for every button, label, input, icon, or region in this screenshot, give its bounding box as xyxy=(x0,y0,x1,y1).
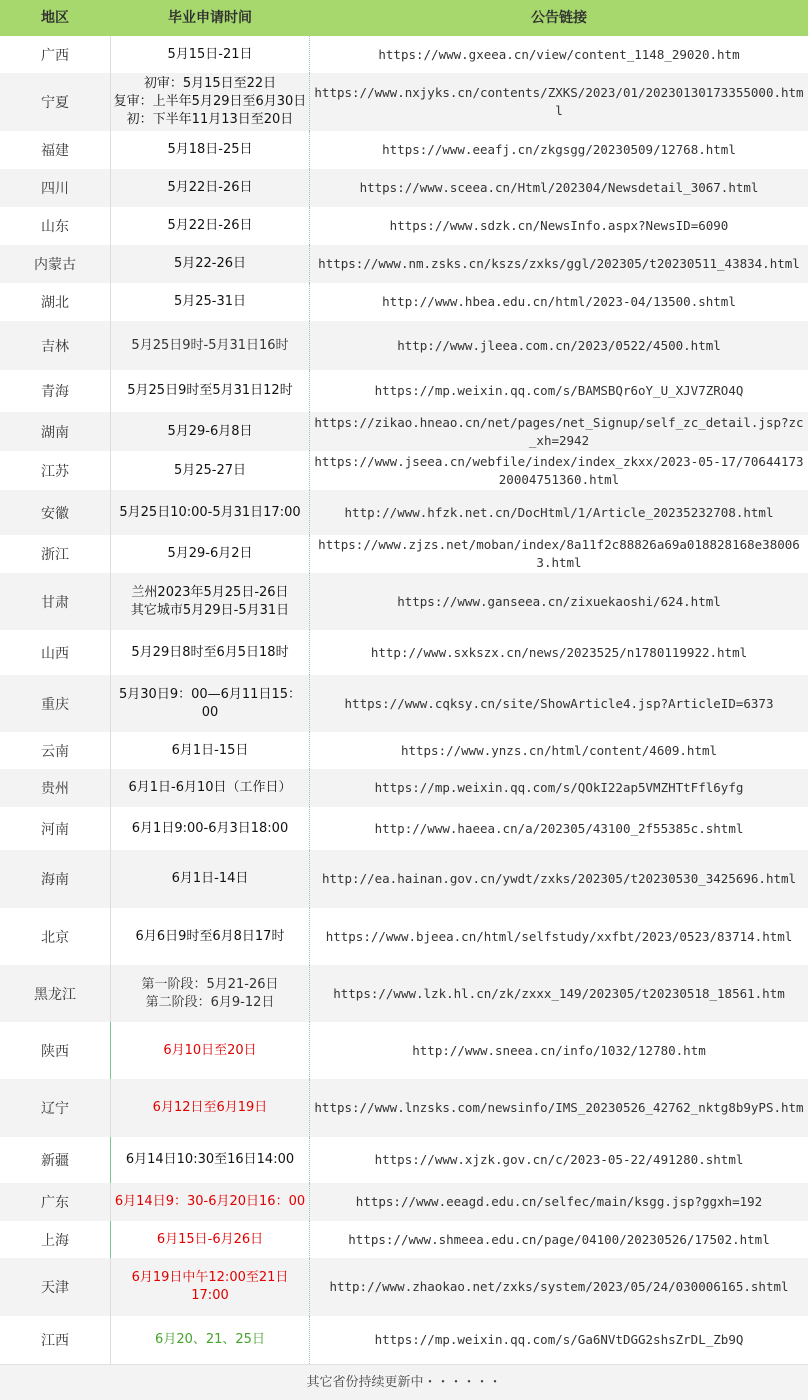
table-row xyxy=(0,283,808,321)
time-line: 6月14日9：30-6月20日16：00 xyxy=(114,1194,306,1209)
application-time-cell xyxy=(110,36,310,73)
time-line: 6月1日-6月10日（工作日） xyxy=(128,780,292,795)
application-time-cell xyxy=(110,1258,310,1316)
time-line: 5月25-31日 xyxy=(173,294,247,309)
application-time-cell xyxy=(110,630,310,675)
region-cell: 宁夏 xyxy=(41,95,69,111)
time-line: 6月10日至20日 xyxy=(163,1042,257,1058)
region-cell: 辽宁 xyxy=(41,1101,69,1117)
announcement-link[interactable]: https://www.xjzk.gov.cn/c/2023-05-22/491280.shtml xyxy=(374,1152,744,1167)
region-cell: 甘肃 xyxy=(41,594,69,611)
announcement-link[interactable]: https://www.sdzk.cn/NewsInfo.aspx?NewsID=6090 xyxy=(389,218,729,233)
announcement-link[interactable]: https://www.gxeea.cn/view/content_1148_29020.htm xyxy=(378,46,740,62)
table-row xyxy=(0,807,808,850)
application-time-cell xyxy=(110,908,310,965)
application-time-cell xyxy=(110,131,310,169)
table-row xyxy=(0,1022,808,1079)
table-row xyxy=(0,207,808,245)
region-cell: 陕西 xyxy=(41,1043,69,1060)
announcement-link[interactable]: https://www.eeagd.edu.cn/selfec/main/ksgg.jsp?ggxh=192 xyxy=(355,1194,763,1209)
announcement-link[interactable]: https://www.eeafj.cn/zkgsgg/20230509/12768.html xyxy=(382,142,736,157)
announcement-link[interactable]: https://www.jseea.cn/webfile/index/index_zkxx/2023-05-17/7064417320004751360.html xyxy=(314,453,804,487)
time-line: 6月14日10:30至16日14:00 xyxy=(125,1152,295,1167)
application-time-cell xyxy=(110,490,310,535)
application-time-cell xyxy=(110,807,310,850)
region-cell: 广东 xyxy=(41,1195,69,1211)
table-row xyxy=(0,245,808,283)
time-line: 5月18日-25日 xyxy=(167,142,253,157)
time-line: 其它城市5月29日-5月31日 xyxy=(130,602,290,618)
announcement-link[interactable]: http://www.hfzk.net.cn/DocHtml/1/Article_20235232708.html xyxy=(344,504,774,520)
time-line: 6月6日9时至6月8日17时 xyxy=(135,928,285,944)
region-cell: 安徽 xyxy=(41,505,69,522)
time-line: 5月30日9：00—6月11日15：00 xyxy=(119,686,301,720)
region-cell: 贵州 xyxy=(41,781,69,797)
application-time-cell xyxy=(110,1079,310,1137)
time-line: 6月15日-6月26日 xyxy=(156,1231,264,1247)
time-line: 5月29-6月8日 xyxy=(167,423,253,439)
application-time-cell xyxy=(110,732,310,769)
region-cell: 福建 xyxy=(41,143,69,159)
table-row xyxy=(0,908,808,965)
time-line: 5月22日-26日 xyxy=(167,180,253,195)
time-line: 5月25日9时至5月31日12时 xyxy=(127,383,293,398)
announcement-link[interactable]: https://www.nm.zsks.cn/kszs/zxks/ggl/202305/t20230511_43834.html xyxy=(318,256,800,271)
application-time-cell xyxy=(110,1022,310,1079)
announcement-link[interactable]: https://www.nxjyks.cn/contents/ZXKS/2023/01/20230130173355000.html xyxy=(314,85,804,118)
time-line: 5月29-6月2日 xyxy=(167,546,253,561)
table-row xyxy=(0,1316,808,1364)
table-row xyxy=(0,370,808,412)
announcement-link[interactable]: https://www.ganseea.cn/zixuekaoshi/624.html xyxy=(397,593,721,609)
table-row xyxy=(0,535,808,573)
table-row xyxy=(0,1221,808,1258)
table-row xyxy=(0,131,808,169)
announcement-link[interactable]: http://www.sneea.cn/info/1032/12780.htm xyxy=(412,1042,706,1058)
region-cell: 重庆 xyxy=(41,696,69,713)
time-line: 6月20、21、25日 xyxy=(155,1332,265,1347)
region-cell: 云南 xyxy=(41,743,69,760)
time-line: 5月15日-21日 xyxy=(167,46,253,62)
announcement-link[interactable]: http://www.hbea.edu.cn/html/2023-04/13500.shtml xyxy=(382,294,736,309)
application-time-cell xyxy=(110,1221,310,1258)
region-cell: 新疆 xyxy=(41,1153,69,1169)
application-time-cell xyxy=(110,850,310,908)
table-row xyxy=(0,732,808,769)
announcement-link[interactable]: http://www.haeea.cn/a/202305/43100_2f55385c.shtml xyxy=(374,820,744,836)
announcement-link[interactable]: https://www.ynzs.cn/html/content/4609.html xyxy=(400,742,718,758)
application-time-cell xyxy=(110,412,310,451)
time-line: 5月25-27日 xyxy=(173,462,247,478)
table-footer-note: 其它省份持续更新中・・・・・・ xyxy=(0,1364,808,1400)
table-row xyxy=(0,1183,808,1221)
announcement-link[interactable]: https://mp.weixin.qq.com/s/QOkI22ap5VMZHTtFfl6yfg xyxy=(374,780,744,795)
table-row xyxy=(0,451,808,490)
table-row xyxy=(0,1079,808,1137)
application-time-cell xyxy=(110,965,310,1022)
application-time-cell xyxy=(110,207,310,245)
table-row xyxy=(0,573,808,630)
announcement-link[interactable]: https://www.lzk.hl.cn/zk/zxxx_149/202305/t20230518_18561.htm xyxy=(333,985,785,1001)
announcement-link[interactable]: https://www.lnzsks.com/newsinfo/IMS_20230526_42762_nktg8b9yPS.htm xyxy=(314,1100,804,1115)
time-line: 5月25日10:00-5月31日17:00 xyxy=(119,504,301,520)
time-line: 6月1日-15日 xyxy=(171,742,249,758)
table-row xyxy=(0,769,808,807)
announcement-link[interactable]: https://www.zjzs.net/moban/index/8a11f2c88826a69a018828168e380063.html xyxy=(318,537,800,570)
table-row xyxy=(0,36,808,73)
application-time-cell xyxy=(110,573,310,630)
time-line: 5月25日9时-5月31日16时 xyxy=(131,337,289,353)
region-cell: 江西 xyxy=(41,1333,69,1349)
table-header xyxy=(0,0,808,36)
application-time-cell xyxy=(110,370,310,412)
region-cell: 上海 xyxy=(41,1232,69,1249)
announcement-link[interactable]: https://www.sceea.cn/Html/202304/Newsdetail_3067.html xyxy=(359,180,759,195)
announcement-link[interactable]: https://mp.weixin.qq.com/s/Ga6NVtDGG2shsZrDL_Zb9Q xyxy=(374,1332,744,1347)
region-cell: 浙江 xyxy=(41,547,69,563)
header-link: 公告链接 xyxy=(531,10,587,26)
region-cell: 山西 xyxy=(41,645,69,662)
announcement-link[interactable]: http://ea.hainan.gov.cn/ywdt/zxks/202305/t20230530_3425696.html xyxy=(321,871,797,886)
region-cell: 海南 xyxy=(41,872,69,888)
table-row xyxy=(0,675,808,732)
application-time-cell xyxy=(110,1316,310,1364)
region-cell: 四川 xyxy=(41,181,69,197)
table-row xyxy=(0,1258,808,1316)
application-time-cell xyxy=(110,451,310,490)
region-cell: 山东 xyxy=(41,219,69,235)
region-cell: 黑龙江 xyxy=(34,986,76,1003)
application-time-cell xyxy=(110,1183,310,1221)
table-row xyxy=(0,412,808,451)
region-cell: 河南 xyxy=(41,821,69,838)
announcement-link[interactable]: http://www.zhaokao.net/zxks/system/2023/05/24/030006165.shtml xyxy=(329,1279,789,1294)
announcement-link[interactable]: https://zikao.hneao.cn/net/pages/net_Signup/self_zc_detail.jsp?zc_xh=2942 xyxy=(314,414,804,448)
time-line: 5月22-26日 xyxy=(173,256,247,271)
region-cell: 北京 xyxy=(41,929,69,946)
announcement-link[interactable]: https://www.bjeea.cn/html/selfstudy/xxfbt/2023/0523/83714.html xyxy=(325,928,793,944)
region-cell: 湖北 xyxy=(41,295,69,311)
time-line: 第一阶段：5月21-26日 xyxy=(141,976,279,992)
region-cell: 青海 xyxy=(41,384,69,400)
time-line: 复审：上半年5月29日至6月30日 xyxy=(113,94,307,109)
time-line: 兰州2023年5月25日-26日 xyxy=(131,584,289,600)
application-time-cell xyxy=(110,1137,310,1183)
region-cell: 吉林 xyxy=(41,338,69,355)
application-time-cell xyxy=(110,769,310,807)
time-line: 5月22日-26日 xyxy=(167,218,253,233)
announcement-link[interactable]: https://www.cqksy.cn/site/ShowArticle4.jsp?ArticleID=6373 xyxy=(344,695,774,711)
region-cell: 湖南 xyxy=(41,424,69,441)
application-time-cell xyxy=(110,321,310,370)
application-time-cell xyxy=(110,535,310,573)
region-cell: 天津 xyxy=(41,1280,69,1296)
application-time-cell xyxy=(110,169,310,207)
application-time-cell xyxy=(110,245,310,283)
time-line: 5月29日8时至6月5日18时 xyxy=(131,644,289,660)
time-line: 6月1日9:00-6月3日18:00 xyxy=(131,820,289,836)
announcement-link[interactable]: http://www.sxkszx.cn/news/2023525/n1780119922.html xyxy=(370,644,748,660)
application-time-cell xyxy=(110,675,310,732)
application-time-cell xyxy=(110,283,310,321)
table-row xyxy=(0,490,808,535)
announcement-link[interactable]: https://www.shmeea.edu.cn/page/04100/20230526/17502.html xyxy=(348,1231,770,1247)
announcement-link[interactable]: https://mp.weixin.qq.com/s/BAMSBQr6oY_U_XJV7ZRO4Q xyxy=(374,383,744,398)
time-line: 初审：5月15日至22日 xyxy=(143,76,277,91)
announcement-link[interactable]: http://www.jleea.com.cn/2023/0522/4500.html xyxy=(397,337,721,353)
table-row xyxy=(0,850,808,908)
header-region: 地区 xyxy=(41,10,69,26)
header-time: 毕业申请时间 xyxy=(168,10,252,26)
table-row xyxy=(0,73,808,131)
application-time-cell xyxy=(110,73,310,131)
region-cell: 内蒙古 xyxy=(34,257,76,273)
time-line: 6月12日至6月19日 xyxy=(152,1100,268,1115)
table-row xyxy=(0,630,808,675)
table-row xyxy=(0,1137,808,1183)
region-cell: 江苏 xyxy=(41,463,69,480)
time-line: 6月19日中午12:00至21日17:00 xyxy=(131,1270,289,1303)
region-cell: 广西 xyxy=(41,47,69,64)
time-line: 6月1日-14日 xyxy=(171,871,249,886)
time-line: 第二阶段：6月9-12日 xyxy=(145,994,275,1010)
time-line: 初：下半年11月13日至20日 xyxy=(126,112,294,127)
table-row xyxy=(0,965,808,1022)
table-row xyxy=(0,321,808,370)
table-row xyxy=(0,169,808,207)
